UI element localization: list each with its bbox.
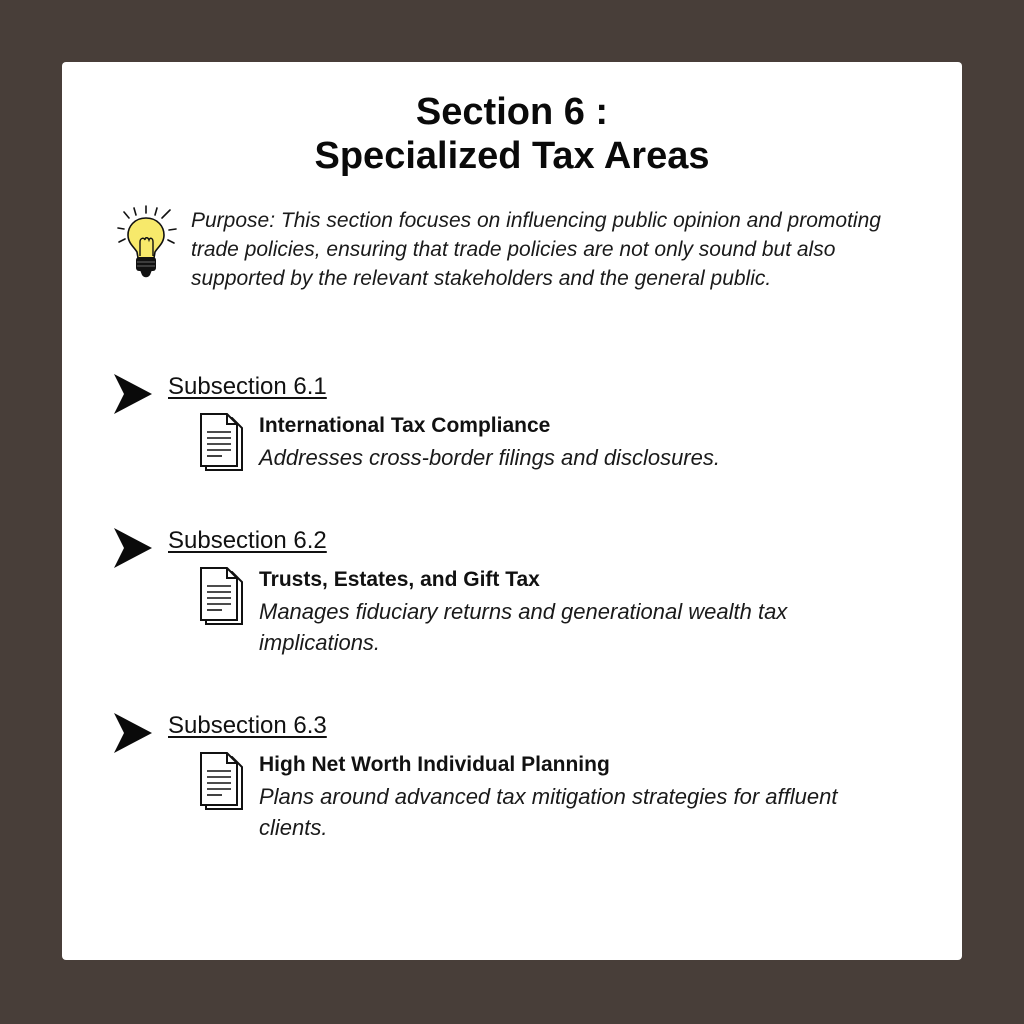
item-title: Trusts, Estates, and Gift Tax	[259, 568, 540, 591]
document-icon	[198, 751, 246, 811]
item-title: High Net Worth Individual Planning	[259, 753, 610, 776]
document-icon	[198, 412, 246, 472]
content-card	[62, 62, 962, 960]
item-title: International Tax Compliance	[259, 414, 551, 437]
title-line-1: Section 6 :	[415, 91, 609, 133]
item-description: Manages fiduciary returns and generational wealth tax implications.	[259, 599, 788, 655]
arrow-icon	[112, 526, 154, 570]
subsection-label: Subsection 6.3	[168, 712, 327, 739]
item-description: Plans around advanced tax mitigation strategies for affluent clients.	[259, 784, 838, 840]
subsection-label: Subsection 6.2	[168, 527, 327, 554]
purpose-text: Purpose: This section focuses on influencing public opinion and promoting trade policies, ensuring that trade policies are not only sound but also supported by the relevant stakeholders and the general public.	[191, 209, 881, 290]
document-icon	[198, 566, 246, 626]
lightbulb-icon	[112, 204, 184, 282]
arrow-icon	[112, 372, 154, 416]
subsection-label: Subsection 6.1	[168, 373, 327, 400]
title-line-2: Specialized Tax Areas	[314, 135, 710, 177]
page-title	[62, 90, 962, 178]
item-description: Addresses cross-border filings and disclosures.	[259, 445, 720, 470]
arrow-icon	[112, 711, 154, 755]
